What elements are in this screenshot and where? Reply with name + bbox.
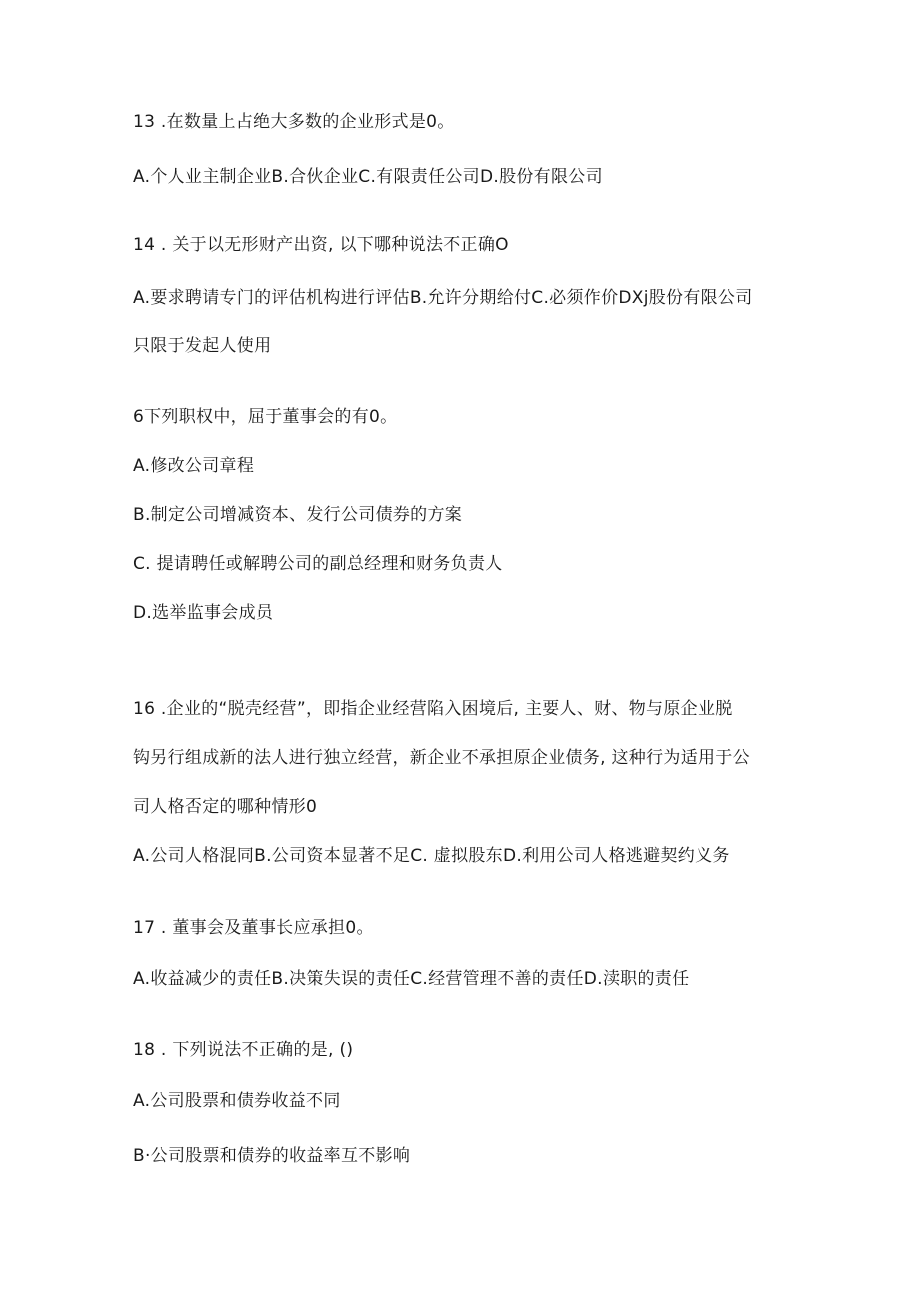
question-13: 13 .在数量上占绝大多数的企业形式是0。 xyxy=(133,112,455,132)
question-17: 17 . 董事会及董事长应承担0。 xyxy=(133,918,374,938)
question-16-cont-2: 司人格否定的哪种情形0 xyxy=(133,797,318,817)
question-6: 6下列职权中，屈于董事会的有0。 xyxy=(133,407,398,427)
question-14: 14 . 关于以无形财产出资, 以下哪种说法不正确O xyxy=(133,235,509,255)
question-13-options: A.个人业主制企业B.合伙企业C.有限责任公司D.股份有限公司 xyxy=(133,167,603,187)
question-16: 16 .企业的“脱壳经营”，即指企业经营陷入困境后, 主要人、财、物与原企业脱 xyxy=(133,699,733,719)
question-14-options: A.要求聘请专门的评估机构进行评估B.允许分期给付C.必须作价DXj股份有限公司 xyxy=(133,288,753,308)
question-16-options: A.公司人格混同B.公司资本显著不足C. 虚拟股东D.利用公司人格逃避契约义务 xyxy=(133,846,730,866)
question-6-option-c: C. 提请聘任或解聘公司的副总经理和财务负责人 xyxy=(133,554,503,574)
question-6-option-b: B.制定公司增减资本、发行公司债券的方案 xyxy=(133,505,463,525)
question-18: 18 . 下列说法不正确的是, () xyxy=(133,1040,354,1060)
question-6-option-a: A.修改公司章程 xyxy=(133,456,255,476)
question-14-options-cont: 只限于发起人使用 xyxy=(133,336,272,356)
question-18-option-a: A.公司股票和债券收益不同 xyxy=(133,1091,341,1111)
question-18-option-b: B·公司股票和债券的收益率互不影响 xyxy=(133,1146,411,1166)
question-6-option-d: D.选举监事会成员 xyxy=(133,603,274,623)
question-17-options: A.收益减少的责任B.决策失误的责任C.经营管理不善的责任D.渎职的责任 xyxy=(133,969,690,989)
question-16-cont-1: 钩另行组成新的法人进行独立经营，新企业不承担原企业债务, 这种行为适用于公 xyxy=(133,748,750,768)
